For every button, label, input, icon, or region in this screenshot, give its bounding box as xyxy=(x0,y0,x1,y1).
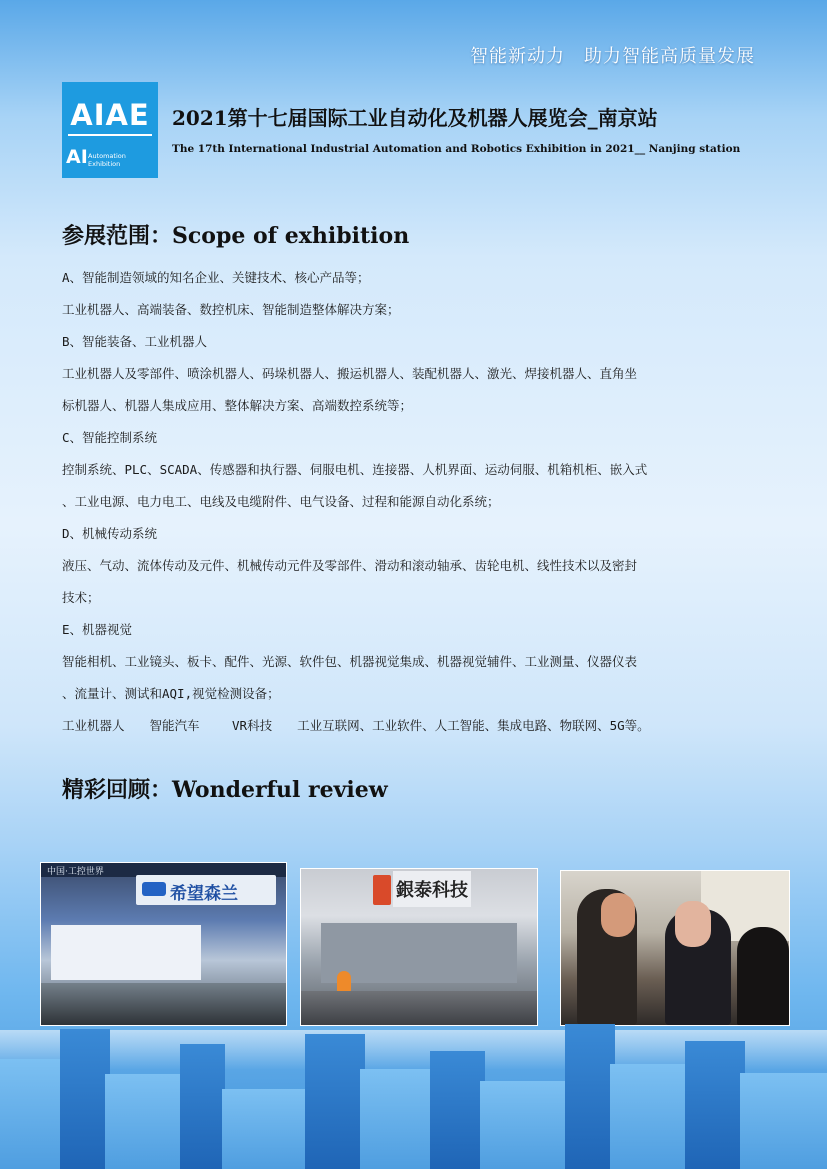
logo-wordmark: AIAE xyxy=(70,98,150,132)
scope-line: B、智能装备、工业机器人 xyxy=(62,334,208,349)
scope-line: 标机器人、机器人集成应用、整体解决方案、高端数控系统等； xyxy=(62,398,413,413)
booth-sign: 銀泰科技 xyxy=(393,871,471,907)
skyline-building xyxy=(430,1051,485,1169)
scope-line: E、机器视觉 xyxy=(62,622,133,637)
review-photo-visitors xyxy=(560,870,790,1026)
scope-line: 技术； xyxy=(62,590,100,605)
tagline: 智能新动力 助力智能高质量发展 xyxy=(470,46,755,67)
review-heading: 精彩回顾：Wonderful review xyxy=(62,777,388,803)
skyline-building xyxy=(685,1041,745,1169)
title-chinese: 2021第十七届国际工业自动化及机器人展览会_南京站 xyxy=(172,106,658,130)
skyline-building xyxy=(105,1074,185,1169)
booth-sign: 希望森兰 xyxy=(136,875,276,905)
company-logo-icon xyxy=(373,875,391,905)
skyline-building xyxy=(360,1069,435,1169)
scope-line: 控制系统、PLC、SCADA、传感器和执行器、伺服电机、连接器、人机界面、运动伺服、机箱机柜、嵌入式 xyxy=(62,462,648,477)
booth-wall xyxy=(51,925,201,980)
scope-line: 、工业电源、电力电工、电线及电缆附件、电气设备、过程和能源自动化系统； xyxy=(62,494,500,509)
scope-line: A、智能制造领域的知名企业、关键技术、核心产品等； xyxy=(62,270,370,285)
scope-line: 智能相机、工业镜头、板卡、配件、光源、软件包、机器视觉集成、机器视觉辅件、工业测量、仪器仪表 xyxy=(62,654,638,669)
scope-line: C、智能控制系统 xyxy=(62,430,158,445)
skyline-building xyxy=(565,1024,615,1169)
skyline-building xyxy=(60,1029,110,1169)
company-logo-icon xyxy=(142,882,166,896)
visitor-face xyxy=(601,893,635,937)
skyline-building xyxy=(610,1064,690,1169)
scope-line: 工业机器人、高端装备、数控机床、智能制造整体解决方案； xyxy=(62,302,400,317)
scope-line: 工业机器人 智能汽车 VR科技 工业互联网、工业软件、人工智能、集成电路、物联网、5G等。 xyxy=(62,718,650,733)
review-photos xyxy=(0,858,827,1028)
title-english: The 17th International Industrial Automation and Robotics Exhibition in 2021__ Nanjing station xyxy=(172,143,741,155)
scope-line: D、机械传动系统 xyxy=(62,526,158,541)
logo-subtext: Automation Exhibition xyxy=(88,152,126,168)
scope-heading: 参展范围：Scope of exhibition xyxy=(62,223,410,249)
logo-divider xyxy=(68,134,152,136)
skyline-building xyxy=(222,1089,312,1169)
scope-line: 液压、气动、流体传动及元件、机械传动元件及零部件、滑动和滚动轴承、齿轮电机、线性技术以及密封 xyxy=(62,558,638,573)
scope-line: 、流量计、测试和AQI,视觉检测设备； xyxy=(62,686,280,701)
scope-list xyxy=(62,262,772,742)
scope-line: 工业机器人及零部件、喷涂机器人、码垛机器人、搬运机器人、装配机器人、激光、焊接机器人、直角坐 xyxy=(62,366,638,381)
visitor-face xyxy=(675,901,711,947)
booth-header-strip: 中国·工控世界 xyxy=(41,863,286,877)
review-photo-booth-1 xyxy=(40,862,287,1026)
skyline-building xyxy=(740,1073,827,1169)
crowd xyxy=(41,983,286,1025)
skyline-building xyxy=(180,1044,225,1169)
skyline-building xyxy=(480,1081,570,1169)
logo-ai-mark: AI xyxy=(66,146,88,168)
aiae-logo xyxy=(62,82,158,178)
booth-structure xyxy=(321,923,517,983)
review-photo-booth-2 xyxy=(300,868,538,1026)
decorative-skyline xyxy=(0,1020,827,1169)
visitor-figure xyxy=(737,927,789,1025)
skyline-building xyxy=(305,1034,365,1169)
